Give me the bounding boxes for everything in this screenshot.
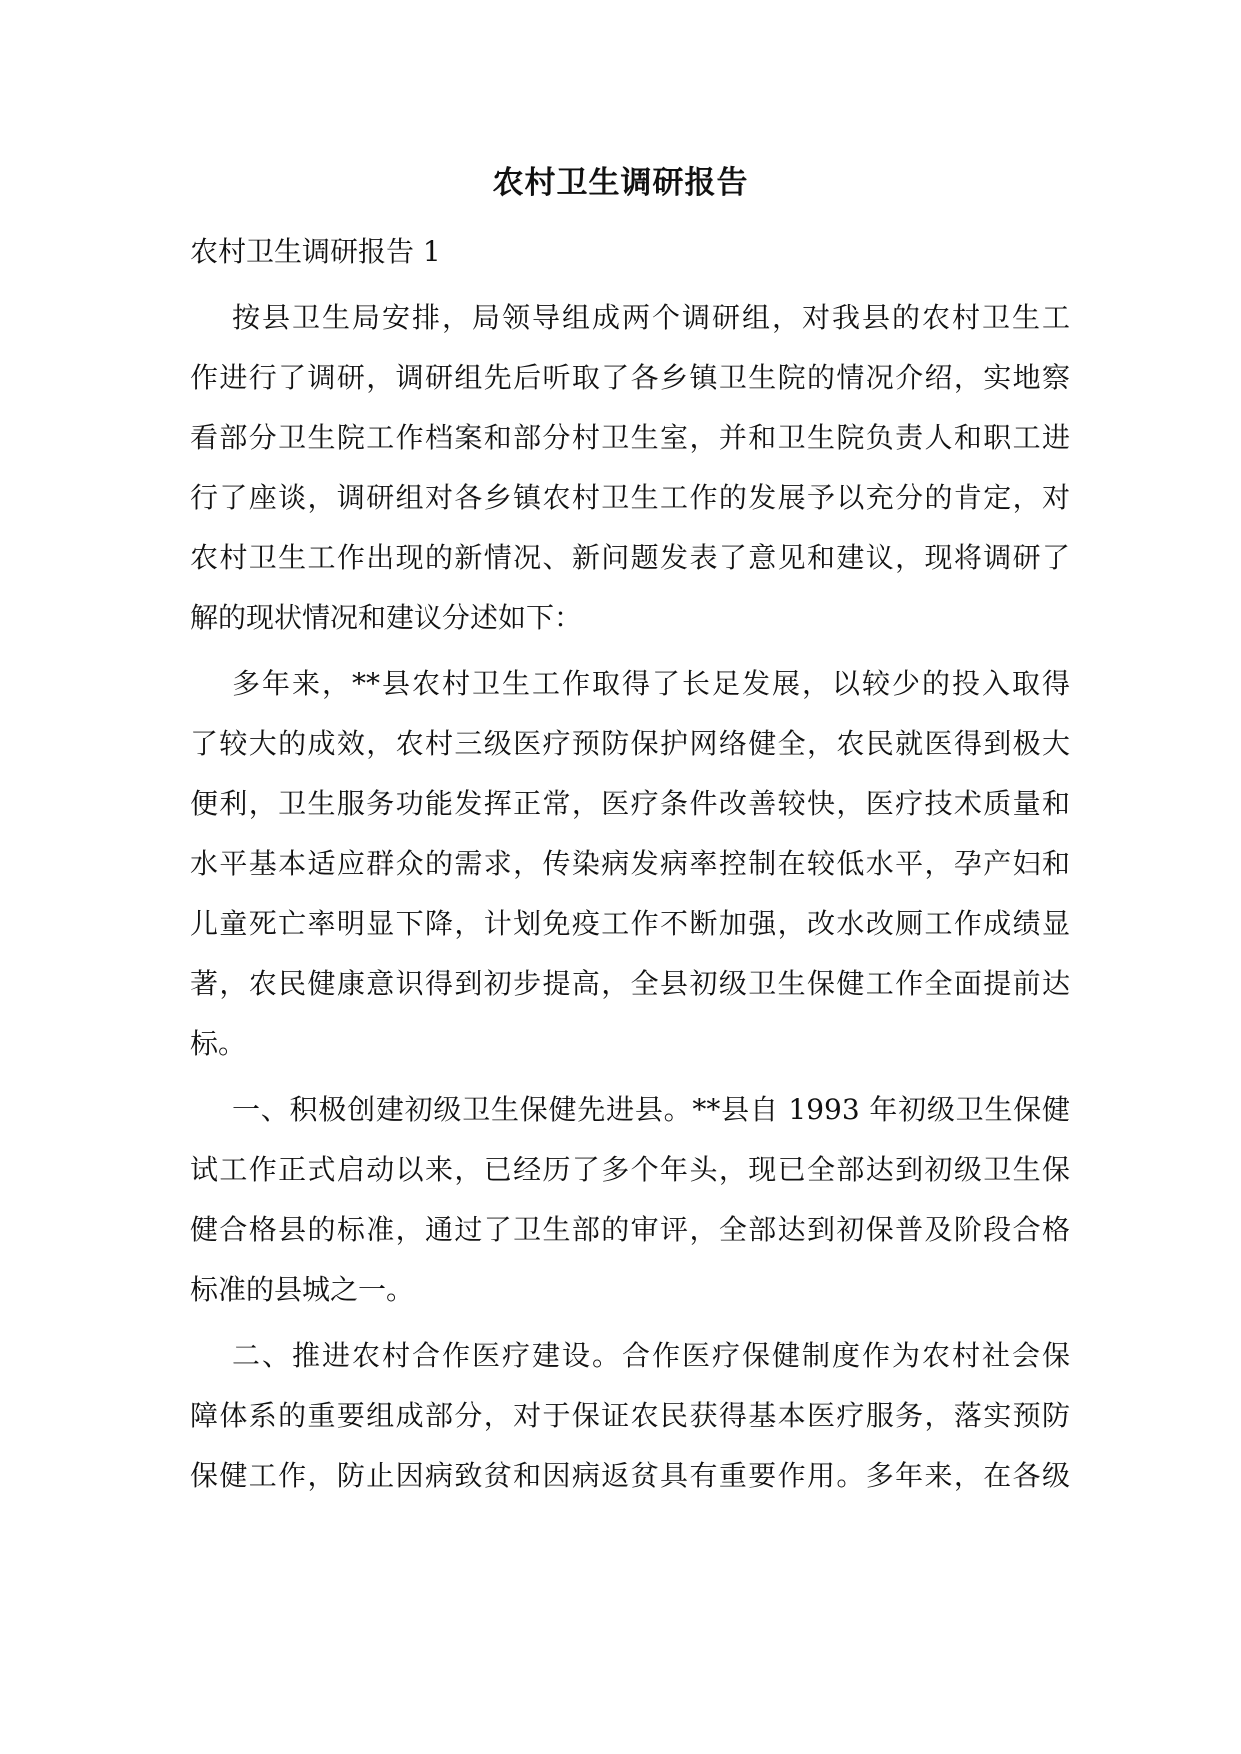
- text-line: 标准的县城之一。: [190, 1273, 415, 1306]
- text-line: 健合格县的标准，通过了卫生部的审评，全部达到初保普及阶段合格: [190, 1213, 1070, 1246]
- document-title: 农村卫生调研报告: [492, 165, 749, 201]
- text-line: 保健工作，防止因病致贫和因病返贫具有重要作用。多年来，在各级: [190, 1459, 1070, 1492]
- text-line: 便利，卫生服务功能发挥正常，医疗条件改善较快，医疗技术质量和: [190, 787, 1070, 820]
- section-heading: 农村卫生调研报告 1: [190, 235, 441, 268]
- text-line: 多年来，**县农村卫生工作取得了长足发展，以较少的投入取得: [232, 667, 1070, 700]
- text-line: 水平基本适应群众的需求，传染病发病率控制在较低水平，孕产妇和: [190, 847, 1070, 880]
- text-line: 障体系的重要组成部分，对于保证农民获得基本医疗服务，落实预防: [190, 1399, 1070, 1432]
- text-line: 二、推进农村合作医疗建设。合作医疗保健制度作为农村社会保: [232, 1339, 1070, 1372]
- text-line: 试工作正式启动以来，已经历了多个年头，现已全部达到初级卫生保: [190, 1153, 1070, 1186]
- text-line: 儿童死亡率明显下降，计划免疫工作不断加强，改水改厕工作成绩显: [190, 907, 1070, 940]
- text-line: 标。: [190, 1027, 247, 1060]
- text-line: 解的现状情况和建议分述如下：: [190, 601, 583, 634]
- text-line: 农村卫生工作出现的新情况、新问题发表了意见和建议，现将调研了: [190, 541, 1070, 574]
- text-line: 了较大的成效，农村三级医疗预防保护网络健全，农民就医得到极大: [190, 727, 1070, 760]
- text-line: 一、积极创建初级卫生保健先进县。**县自 1993 年初级卫生保健: [232, 1093, 1070, 1126]
- text-line: 作进行了调研，调研组先后听取了各乡镇卫生院的情况介绍，实地察: [190, 361, 1070, 394]
- text-line: 行了座谈，调研组对各乡镇农村卫生工作的发展予以充分的肯定，对: [190, 481, 1070, 514]
- text-line: 著，农民健康意识得到初步提高，全县初级卫生保健工作全面提前达: [190, 967, 1070, 1000]
- text-line: 按县卫生局安排，局领导组成两个调研组，对我县的农村卫生工: [232, 301, 1070, 334]
- text-line: 看部分卫生院工作档案和部分村卫生室，并和卫生院负责人和职工进: [190, 421, 1070, 454]
